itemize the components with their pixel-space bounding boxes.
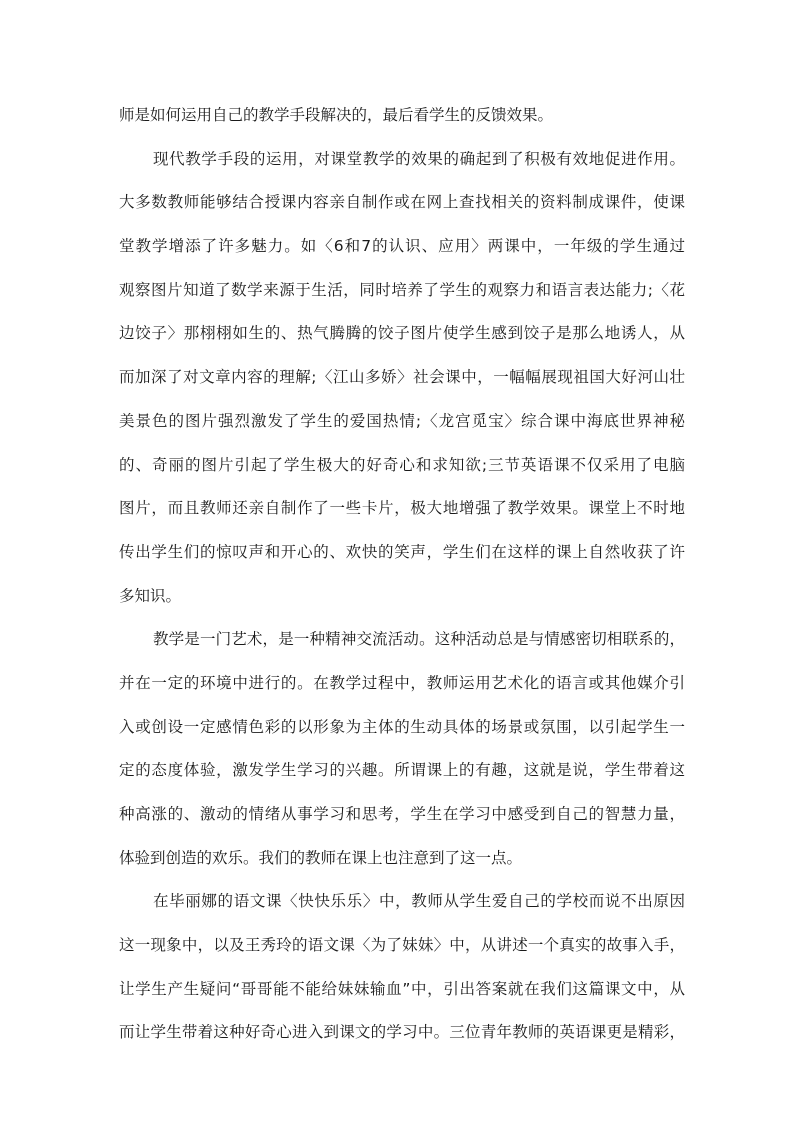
paragraph-line: 入或创设一定感情色彩的以形象为主体的生动具体的场景或氛围，以引起学生一 (119, 717, 686, 736)
paragraph-line: 师是如何运用自己的教学手段解决的，最后看学生的反馈效果。 (119, 106, 554, 124)
paragraph-line: 的、奇丽的图片引起了学生极大的好奇心和求知欲;三节英语课不仅采用了电脑 (119, 455, 686, 474)
paragraph-line: 而让学生带着这种好奇心进入到课文的学习中。三位青年教师的英语课更是精彩， (119, 1023, 686, 1042)
paragraph-line: 边饺子〉那栩栩如生的、热气腾腾的饺子图片使学生感到饺子是那么地诱人，从 (119, 324, 686, 343)
paragraph-line: 种高涨的、激动的情绪从事学习和思考，学生在学习中感受到自己的智慧力量， (119, 805, 686, 823)
paragraph-line: 观察图片知道了数学来源于生活，同时培养了学生的观察力和语言表达能力;〈花 (119, 280, 686, 299)
paragraph-line: 并在一定的环境中进行的。在教学过程中，教师运用艺术化的语言或其他媒介引 (119, 673, 686, 692)
paragraph-line: 大多数教师能够结合授课内容亲自制作或在网上查找相关的资料制成课件，使课 (119, 193, 686, 212)
paragraph-line: 堂教学增添了许多魅力。如〈6和7的认识、应用〉两课中，一年级的学生通过 (119, 237, 687, 256)
paragraph-line: 体验到创造的欢乐。我们的教师在课上也注意到了这一点。 (119, 848, 523, 867)
body-text (119, 100, 685, 1061)
paragraph-line: 图片，而且教师还亲自制作了一些卡片，极大地增强了教学效果。课堂上不时地 (119, 499, 686, 518)
paragraph-line: 定的态度体验，激发学生学习的兴趣。所谓课上的有趣，这就是说，学生带着这 (119, 761, 686, 780)
paragraph-line: 多知识。 (119, 586, 182, 605)
paragraph-line: 让学生产生疑问“哥哥能不能给妹妹输血”中，引出答案就在我们这篇课文中，从 (119, 979, 686, 998)
paragraph-line: 而加深了对文章内容的理解;〈江山多娇〉社会课中，一幅幅展现祖国大好河山壮 (119, 368, 686, 387)
paragraph-line: 这一现象中，以及王秀玲的语文课〈为了妹妹〉中，从讲述一个真实的故事入手， (119, 936, 686, 955)
paragraph-line: 教学是一门艺术，是一种精神交流活动。这种活动总是与情感密切相联系的， (153, 630, 686, 649)
paragraph-line: 传出学生们的惊叹声和开心的、欢快的笑声，学生们在这样的课上自然收获了许 (119, 542, 686, 561)
paragraph-line: 美景色的图片强烈激发了学生的爱国热情;〈龙宫觅宝〉综合课中海底世界神秘 (119, 411, 686, 430)
paragraph-line: 现代教学手段的运用，对课堂教学的效果的确起到了积极有效地促进作用。 (153, 149, 686, 168)
paragraph-line: 在毕丽娜的语文课〈快快乐乐〉中，教师从学生爱自己的学校而说不出原因 (153, 892, 686, 911)
